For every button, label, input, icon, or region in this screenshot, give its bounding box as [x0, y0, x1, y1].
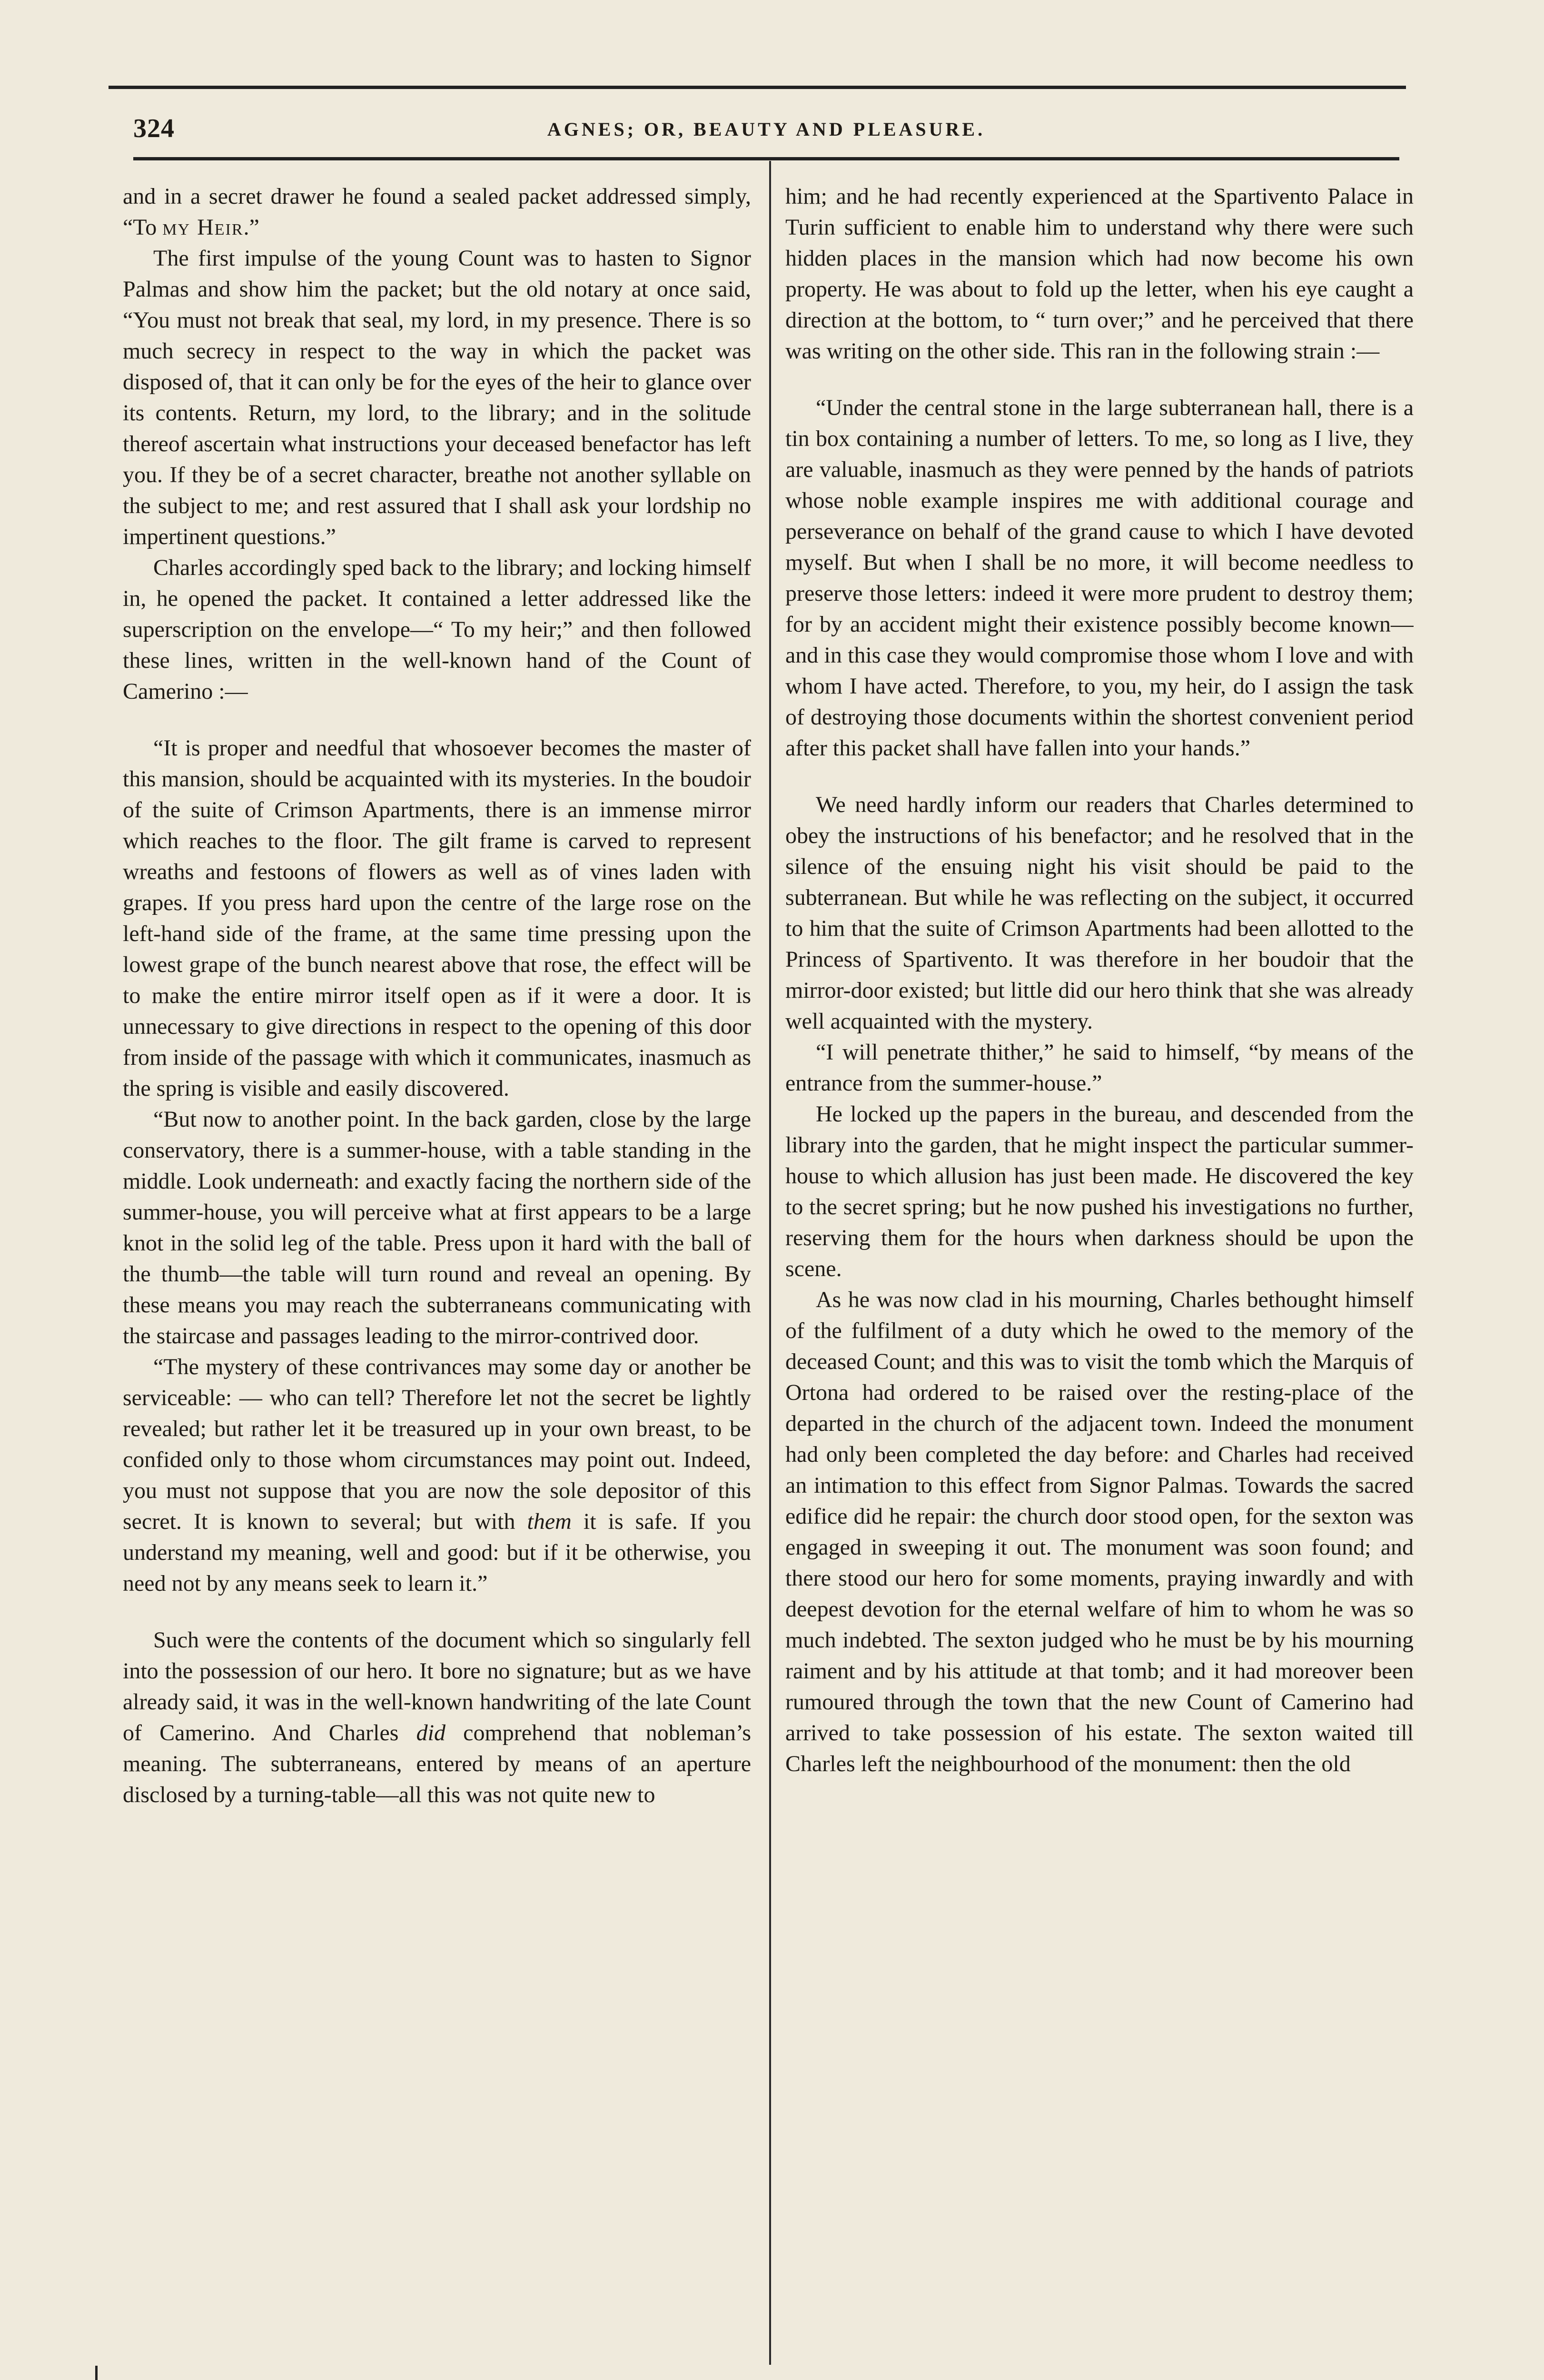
- letter-paragraph: “But now to another point. In the back garden, close by the large conservatory, there is a summer-house, with a table standing in the middle. Look underneath: and exactly facing the northern side of the summer-house, you will perceive what at first appears to be a large knot in the solid leg of the table. Press upon it hard with the ball of the thumb—the table will turn round and reveal an opening. By these means you may reach the subterraneans communicating with the staircase and passages leading to the mirror-contrived door.: [123, 1107, 751, 1349]
- text-run: and in a secret drawer he found a sealed packet addressed simply, “To: [123, 184, 751, 240]
- text-run: it is safe. If you understand my meaning, well and good: but if it be otherwise, you need not by any means seek to learn it.”: [123, 1509, 751, 1596]
- text-run: “The mystery of these contrivances may some day or another be serviceable: — who can tell? Therefore let not the secret be lightly revealed; but rather let it be treasured up in your own breast, to be confided only to those whom circumstances may point out. Indeed, you must not suppose that you are now the sole depositor of this secret. It is known to several; but with: [123, 1354, 751, 1534]
- paragraph: [123, 181, 751, 243]
- column-divider: [769, 161, 771, 2365]
- text-run: comprehend that nobleman’s meaning. The subterraneans, entered by means of an aperture disclosed by a turning-table—all this was not quite new to: [123, 1720, 751, 1807]
- paragraph: Charles accordingly sped back to the library; and locking himself in, he opened the packet. It contained a letter addressed like the superscription on the envelope—“ To my heir;” and then followed these lines, written in the well-known hand of the Count of Camerino :—: [123, 555, 751, 704]
- small-caps-text: my Heir: [162, 215, 244, 240]
- paragraph: The first impulse of the young Count was to hasten to Signor Palmas and show him the packet; but the old notary at once said, “You must not break that seal, my lord, in my presence. There is so much secrecy in respect to the way in which the packet was disposed of, that it can only be for the eyes of the heir to glance over its contents. Return, my lord, to the library; and in the solitude thereof ascertain what instructions your deceased benefactor has left you. If they be of a secret character, breathe not another syllable on the subject to me; and rest assured that I shall ask your lordship no impertinent questions.”: [123, 246, 751, 549]
- page-header: [133, 113, 1399, 156]
- header-rule: [133, 157, 1399, 160]
- paragraph: [123, 1625, 751, 1810]
- bottom-rule-stub: [95, 2366, 98, 2380]
- letter-paragraph: “Under the central stone in the large subterranean hall, there is a tin box containing a number of letters. To me, so long as I live, they are valuable, inasmuch as they were penned by the hands of patriots whose noble example inspires me with additional courage and perseverance on behalf of the grand cause to which I have devoted myself. But when I shall be no more, it will become needless to preserve those letters: indeed it were more prudent to destroy them; for by an accident might their existence possibly become known—and in this case they would compromise those whom I love and with whom I have acted. Therefore, to you, my heir, do I assign the task of destroying those documents within the shortest convenient period after this packet shall have fallen into your hands.”: [785, 395, 1414, 761]
- paragraph: As he was now clad in his mourning, Charles bethought himself of the fulfilment of a duty which he owed to the memory of the deceased Count; and this was to visit the tomb which the Marquis of Ortona had ordered to be raised over the resting-place of the departed in the church of the adjacent town. Indeed the monument had only been completed the day before: and Charles had received an intimation to this effect from Signor Palmas. Towards the sacred edifice did he repair: the church door stood open, for the sexton was engaged in sweeping it out. The monument was soon found; and there stood our hero for some moments, praying inwardly and with deepest devotion for the eternal welfare of him to whom he was so much indebted. The sexton judged who he must be by his mourning raiment and by his attitude at that tomb; and it had moreover been rumoured through the town that the new Count of Camerino had arrived to take possession of his estate. The sexton waited till Charles left the neighbourhood of the monument: then the old: [785, 1287, 1414, 1776]
- text-run: Such were the contents of the document which so singularly fell into the possession of our hero. It bore no signature; but as we have already said, it was in the well-known handwriting of the late Count of Camerino. And Charles: [123, 1627, 751, 1745]
- paragraph: We need hardly inform our readers that Charles determined to obey the instructions of his benefactor; and he resolved that in the silence of the ensuing night his visit should be paid to the subterranean. But while he was reflecting on the subject, it occurred to him that the suite of Crimson Apartments had been allotted to the Princess of Spartivento. It was therefore in her boudoir that the mirror-door existed; but little did our hero think that she was already well acquainted with the mystery.: [785, 792, 1414, 1034]
- paragraph: him; and he had recently experienced at the Spartivento Palace in Turin sufficient to enable him to understand why there were such hidden places in the mansion which had now become his own property. He was about to fold up the letter, when his eye caught a direction at the bottom, to “ turn over;” and he perceived that there was writing on the other side. This ran in the following strain :—: [785, 184, 1414, 364]
- page-number: 324: [133, 114, 175, 143]
- top-rule: [109, 86, 1406, 89]
- text-run: .”: [243, 215, 259, 240]
- paragraph: He locked up the papers in the bureau, and descended from the library into the garden, that he might inspect the particular summer-house to which allusion has just been made. He discovered the key to the secret spring; but he now pushed his investigations no further, reserving them for the hours when darkness should be upon the scene.: [785, 1101, 1414, 1281]
- letter-paragraph: [123, 1351, 751, 1599]
- paragraph: “I will penetrate thither,” he said to himself, “by means of the entrance from the summer-house.”: [785, 1040, 1414, 1096]
- left-column: [123, 181, 751, 2347]
- letter-paragraph: “It is proper and needful that whosoever becomes the master of this mansion, should be acquainted with its mysteries. In the boudoir of the suite of Crimson Apartments, there is an immense mirror which reaches to the floor. The gilt frame is carved to represent wreaths and festoons of flowers as well as of vines laden with grapes. If you press hard upon the centre of the large rose on the left-hand side of the frame, at the same time pressing upon the lowest grape of the bunch nearest above that rose, the effect will be to make the entire mirror itself open as if it were a door. It is unnecessary to give directions in respect to the opening of this door from inside of the passage with which it communicates, inasmuch as the spring is visible and easily discovered.: [123, 735, 751, 1101]
- right-column: [785, 181, 1414, 2347]
- italic-text: did: [416, 1720, 445, 1745]
- italic-text: them: [527, 1509, 572, 1534]
- running-title: AGNES; OR, BEAUTY AND PLEASURE.: [547, 119, 986, 140]
